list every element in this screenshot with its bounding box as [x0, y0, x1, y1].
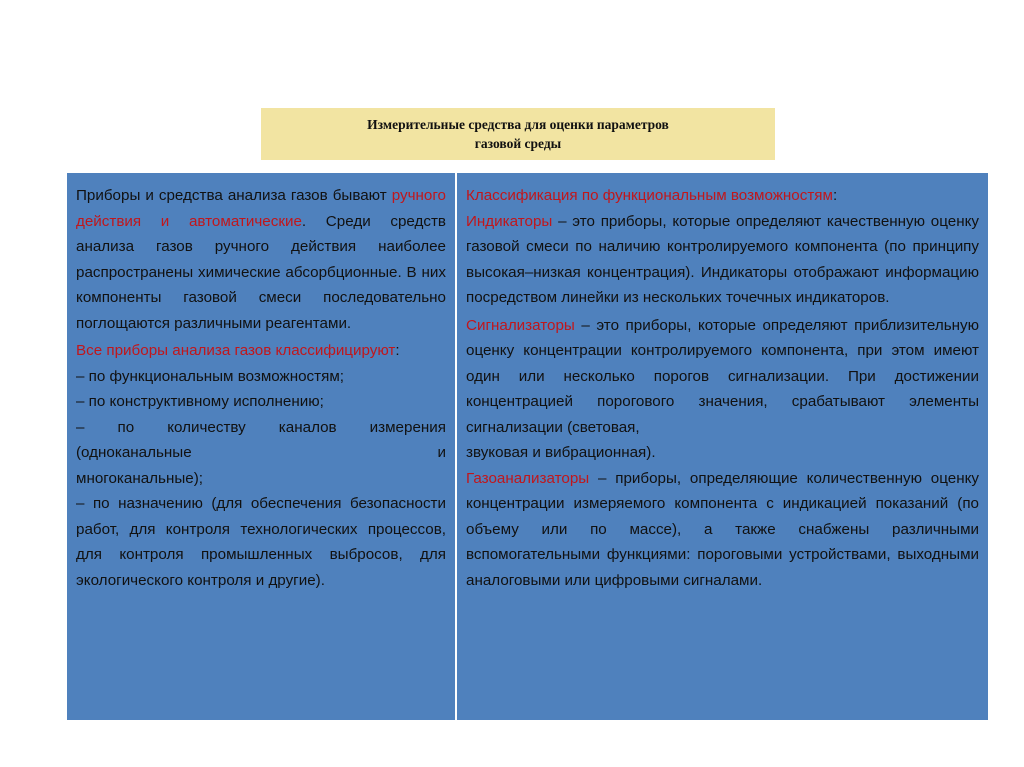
gas-analyzers-paragraph: [466, 466, 979, 594]
left-column: [67, 173, 457, 720]
intro-paragraph: [76, 183, 446, 336]
right-heading: [466, 183, 979, 209]
intro-highlight: ручного действия и автоматические: [76, 187, 446, 230]
list-item: – по количеству каналов измерения (одноканальные и: [76, 418, 446, 461]
signalizers-paragraph-end: звуковая и вибрационная).: [466, 444, 656, 461]
intro-text-a: Приборы и средства анализа газов бывают: [76, 187, 392, 204]
indicators-text: – это приборы, которые определяют качественную оценку газовой смеси по наличию контролируемого компонента (по принципу высокая–низкая концентрация). Индикаторы отображают информацию посредством линейки из нескольких точечных индикаторов.: [466, 212, 979, 306]
classification-intro: [76, 338, 446, 364]
gas-analyzers-term: Газоанализаторы: [466, 469, 590, 487]
right-heading-colon: :: [832, 187, 838, 204]
list-item: – по назначению (для обеспечения безопасности работ, для контроля технологических процессов, для контроля промышленных выбросов, для экологического контроля и другие).: [76, 495, 446, 589]
indicators-paragraph: [466, 209, 979, 311]
classification-highlight: Все приборы анализа газов классифицируют: [76, 342, 396, 359]
intro-text-b: . Среди средств анализа газов ручного действия наиболее распространены химические абсорбционные. В них компоненты газовой смеси последовательно поглощаются различными реагентами.: [76, 212, 446, 332]
slide-title-line1: Измерительные средства для оценки параметров: [367, 117, 669, 132]
gas-analyzers-text: – приборы, определяющие количественную оценку концентрации измеряемого компонента с индикацией показаний (по объему или по массе), а также снабжены различными вспомогательными функциями: пороговыми устройствами, выходными аналоговыми или цифровыми сигналами.: [466, 469, 979, 589]
right-heading-highlight: Классификация по функциональным возможностям: [466, 187, 833, 204]
list-item: – по конструктивному исполнению;: [76, 393, 324, 410]
signalizers-paragraph: [466, 313, 979, 441]
slide-title: [261, 108, 775, 160]
list-item: – по функциональным возможностям;: [76, 367, 344, 385]
right-column: [457, 173, 988, 720]
classification-colon: :: [395, 342, 400, 359]
slide-title-line2: газовой среды: [474, 136, 562, 151]
signalizers-term: Сигнализаторы: [466, 316, 575, 334]
indicators-term: Индикаторы: [466, 212, 553, 230]
content-table: [67, 173, 988, 720]
list-item: многоканальные);: [76, 469, 203, 487]
signalizers-text: – это приборы, которые определяют приблизительную оценку концентрации контролируемого компонента, при этом имеют один или несколько порогов сигнализации. При достижении концентрацией порогового значения, срабатывают элементы сигнализации (световая,: [466, 316, 979, 436]
